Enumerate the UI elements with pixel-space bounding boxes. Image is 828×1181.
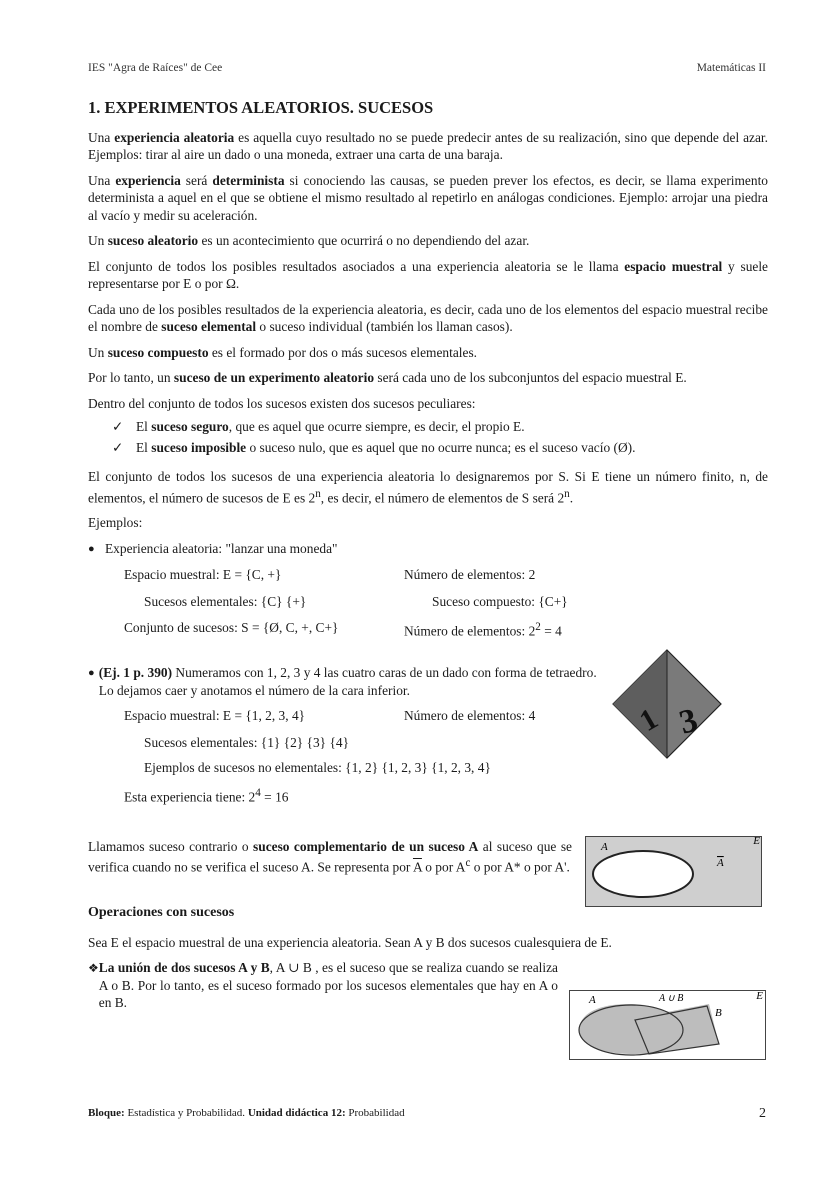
diamond-bullet-icon: ❖ <box>88 961 99 976</box>
venn-label-b: B <box>715 1007 722 1019</box>
paragraph-peculiares: Dentro del conjunto de todos los sucesos existen dos sucesos peculiares: <box>88 395 476 411</box>
union-item: ❖ La unión de dos sucesos A y B, A ∪ B , es el suceso que se realiza cuando se realiza A o B. Por lo tanto, es el suceso formado por los sucesos elementales que hay en A o en B. <box>88 960 559 1011</box>
bullet-icon: ● <box>88 542 95 555</box>
paragraph-suceso-aleatorio: Un suceso aleatorio es un acontecimiento que ocurrirá o no dependiendo del azar. <box>88 233 530 248</box>
paragraph-conjunto-sucesos: El conjunto de todos los sucesos de una experiencia aleatoria lo designaremos por S. Si E tiene un número finito, n, de elementos, el número de sucesos de E es 2$^n$, es decir, el número de elementos de S será 2$^n$. <box>88 469 768 505</box>
paragraph-suceso-compuesto: Un suceso compuesto es el formado por dos o más sucesos elementales. <box>88 344 478 360</box>
list-item: ✓ El suceso seguro, que es aquel que ocurre siempre, es decir, el propio E. <box>112 419 525 434</box>
complement-venn-diagram <box>585 836 767 907</box>
union-venn-diagram <box>569 990 767 1060</box>
paragraph-determinista: Una experiencia será determinista si conociendo las causas, se pueden prever los efectos, es decir, se llama experimento determinista a aquel en el que se obtiene el mismo resultado al repetirlo en análogas condiciones. Ejemplo: arrojar una piedra al vacío y medir su aceleración. <box>88 172 768 223</box>
example-tetrahedron: ● (Ej. 1 p. 390) Numeramos con 1, 2, 3 y 4 las cuatro caras de un dado con forma de tetraedro. Lo dejamos caer y anotamos el número de la cara inferior. <box>88 665 597 698</box>
special-events-list <box>112 418 768 456</box>
example-tetra-row: Sucesos elementales: {1} {2} {3} {4} <box>144 734 350 750</box>
paragraph-complementario: Llamamos suceso contrario o suceso complementario de un suceso A al suceso que se verifica cuando no se verifica el suceso A. Se representa por $\overline{A}$ o por $A^c$ o por A* o por A'. <box>88 838 572 875</box>
venn-label-e: E <box>756 990 763 1002</box>
paragraph-espacio-muestral: El conjunto de todos los posibles resultados asociados a una experiencia aleatoria se le llama espacio muestral y suele representarse por E o por Ω. <box>88 258 769 291</box>
example-coin-row: Sucesos elementales: {C} {+} Suceso compuesto: {C+} <box>144 593 568 609</box>
paragraph-suceso-elemental: Cada uno de los posibles resultados de la experiencia aleatoria, es decir, cada uno de los elementos del espacio muestral recibe el nombre de suceso elemental o suceso individual (también los llaman casos). <box>88 301 768 334</box>
die-face-number: 3 <box>675 701 702 742</box>
venn-label-abar: A <box>717 857 724 869</box>
bullet-icon: ● <box>88 667 95 680</box>
list-item: ✓ El suceso imposible o suceso nulo, que es aquel que no ocurre nunca; es el suceso vacío (Ø). <box>112 439 636 455</box>
venn-label-a: A <box>601 841 608 853</box>
header-school: IES "Agra de Raíces" de Cee <box>88 62 223 74</box>
venn-label-a: A <box>589 994 596 1006</box>
header-subject: Matemáticas II <box>696 62 766 74</box>
footer: Bloque: Estadística y Probabilidad. Unidad didáctica 12: Probabilidad <box>88 1107 405 1119</box>
example-coin-row: Conjunto de sucesos: S = {Ø, C, +, C+} Número de elementos: $2^2 = 4$ <box>124 620 562 639</box>
page-number: 2 <box>759 1106 766 1121</box>
example-tetra-row: Esta experiencia tiene: $2^4 = 16$ <box>124 786 289 805</box>
venn-label-e: E <box>753 836 760 847</box>
operations-title: Operaciones con sucesos <box>88 905 235 921</box>
example-tetra-row: Espacio muestral: E = {1, 2, 3, 4} Número de elementos: 4 <box>124 708 536 724</box>
venn-label-union: A ∪ B <box>659 993 684 1004</box>
operations-intro: Sea E el espacio muestral de una experiencia aleatoria. Sean A y B dos sucesos cualesquiera de E. <box>88 934 612 950</box>
example-coin-row: Espacio muestral: E = {C, +} Número de elementos: 2 <box>124 567 536 583</box>
example-tetra-row: Ejemplos de sucesos no elementales: {1, 2} {1, 2, 3} {1, 2, 3, 4} <box>144 760 491 776</box>
example-coin: ● Experiencia aleatoria: "lanzar una moneda" <box>88 540 768 559</box>
paragraph-experiencia-aleatoria: Una experiencia aleatoria es aquella cuyo resultado no se puede predecir antes de su realización, sino que depende del azar. Ejemplos: tirar al aire un dado o una moneda, extraer una carta de una baraja. <box>88 129 768 162</box>
examples-label: Ejemplos: <box>88 515 143 531</box>
paragraph-suceso-experimento: Por lo tanto, un suceso de un experimento aleatorio será cada uno de los subconjuntos del espacio muestral E. <box>88 370 687 385</box>
tetrahedron-die-icon <box>611 648 723 760</box>
die-face-number: 1 <box>634 701 664 739</box>
section-title: 1. EXPERIMENTOS ALEATORIOS. SUCESOS <box>88 98 434 117</box>
check-icon: ✓ <box>112 439 124 455</box>
check-icon: ✓ <box>112 419 124 434</box>
